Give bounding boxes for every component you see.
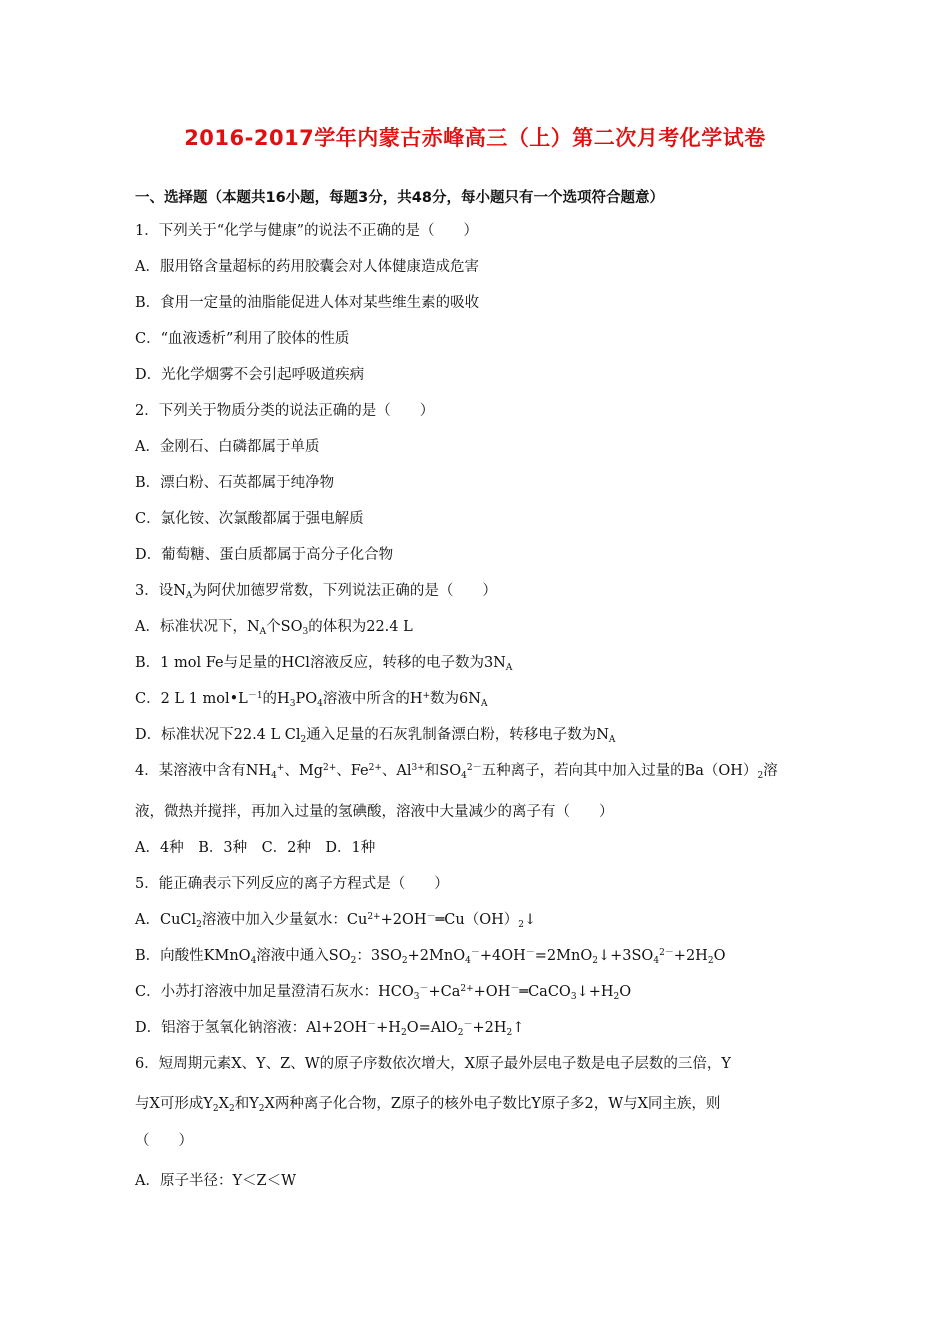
question-line: A．金刚石、白磷都属于单质 bbox=[135, 439, 320, 455]
question-line: 5．能正确表示下列反应的离子方程式是（ ） bbox=[135, 876, 449, 892]
question-line: D．标准状况下22.4 L $Cl_2$通入足量的石灰乳制备漂白粉，转移电子数为$N_A$ bbox=[135, 727, 616, 745]
question-line: A．CuCl$_2$溶液中加入少量氨水：$Cu^{2+}+2OH^-═Cu(OH)_2↓$ bbox=[135, 912, 537, 930]
question-line: 1．下列关于“化学与健康”的说法不正确的是（ ） bbox=[135, 223, 479, 239]
section-heading: 一、选择题（本题共16小题，每题3分，共48分，每小题只有一个选项符合题意） bbox=[135, 190, 664, 206]
question-line: A．4种 B．3种 C．2种 D．1种 bbox=[135, 840, 376, 856]
question-line: B．食用一定量的油脂能促进人体对某些维生素的吸收 bbox=[135, 295, 480, 311]
question-line: （ ） bbox=[135, 1133, 193, 1149]
question-line: B．向酸性KMnO$_4$溶液中通入$SO_2$：$3SO_2+2MnO_4^-+4OH^-=2MnO_2↓+3SO_4^{2-}+2H_2O$ bbox=[135, 948, 726, 966]
question-line: D．铝溶于氢氧化钠溶液：$Al+2OH^-+H_2O=AlO_2^-+2H_2↑$ bbox=[135, 1020, 525, 1038]
question-line: D．葡萄糖、蛋白质都属于高分子化合物 bbox=[135, 547, 394, 563]
question-line: C．“血液透析”利用了胶体的性质 bbox=[135, 331, 350, 347]
question-line: C．2 L 1 $mol•L^{-1}$的$H_3PO_4$溶液中所含的H+数为$6N_A$ bbox=[135, 691, 488, 709]
question-line: C．小苏打溶液中加足量澄清石灰水：$HCO_3^-+Ca^{2+}+OH^-═CaCO_3↓+H_2O$ bbox=[135, 984, 632, 1002]
question-line: 2．下列关于物质分类的说法正确的是（ ） bbox=[135, 403, 435, 419]
question-line: C．氯化铵、次氯酸都属于强电解质 bbox=[135, 511, 364, 527]
question-line: 6．短周期元素X、Y、Z、W的原子序数依次增大，X原子最外层电子数是电子层数的三倍，Y bbox=[135, 1056, 731, 1072]
question-line: B．1 mol Fe与足量的HCl溶液反应，转移的电子数为$3N_A$ bbox=[135, 655, 513, 673]
question-line: D．光化学烟雾不会引起呼吸道疾病 bbox=[135, 367, 365, 383]
question-line: A．原子半径：Y＜Z＜W bbox=[135, 1173, 297, 1189]
question-line: A．服用铬含量超标的药用胶囊会对人体健康造成危害 bbox=[135, 259, 479, 275]
question-line: B．漂白粉、石英都属于纯净物 bbox=[135, 475, 335, 491]
question-line: 3．设$N_A$为阿伏加德罗常数，下列说法正确的是（ ） bbox=[135, 583, 497, 601]
question-line: A．标准状况下，$N_A$个$SO_3$的体积为22.4 L bbox=[135, 619, 413, 637]
exam-title: 2016-2017学年内蒙古赤峰高三（上）第二次月考化学试卷 bbox=[184, 126, 766, 150]
question-line: 4．某溶液中含有$NH_4^+$、$Mg^{2+}$、$Fe^{2+}$、$Al^{3+}$和$SO_4^{2-}$五种离子，若向其中加入过量的$Ba(OH)_2$溶 bbox=[135, 763, 778, 781]
question-line: 与X可形成$Y_2X_2$和$Y_2X$两种离子化合物，Z原子的核外电子数比Y原子多2，W与X同主族，则 bbox=[135, 1096, 721, 1114]
question-line: 液，微热并搅拌，再加入过量的氢碘酸，溶液中大量减少的离子有（ ） bbox=[135, 804, 614, 820]
